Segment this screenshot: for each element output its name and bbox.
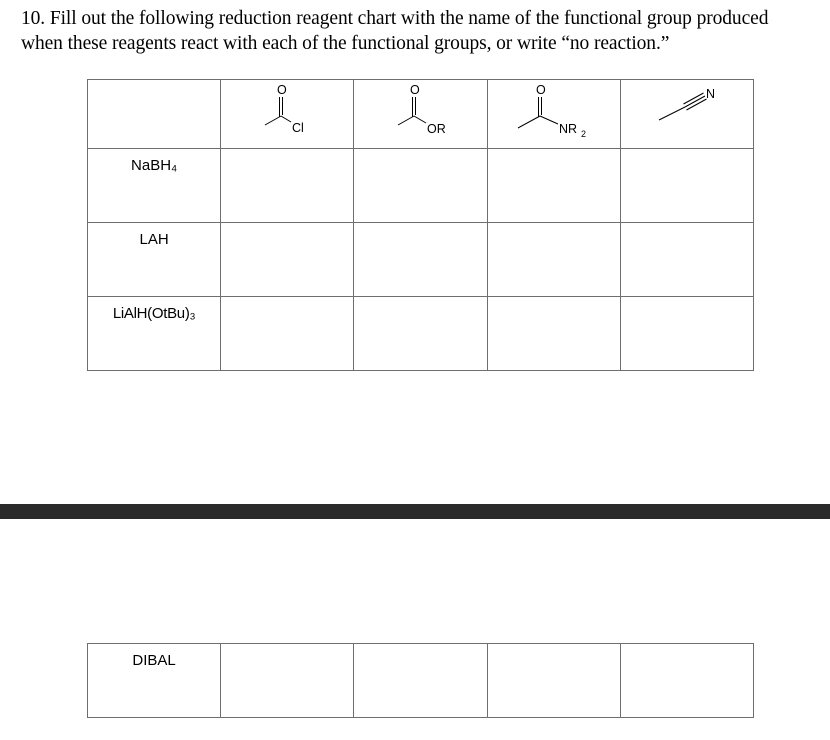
header-acid-chloride bbox=[221, 80, 354, 149]
reagent-cell bbox=[88, 297, 221, 371]
reagent-row-lialh-otbu3 bbox=[88, 297, 754, 371]
answer-cell-lialh-otbu3-nitrile[interactable] bbox=[620, 297, 753, 371]
reduction-chart-table bbox=[87, 79, 754, 371]
question-text bbox=[21, 6, 826, 56]
reagent-label-dibal: DIBAL bbox=[132, 652, 176, 669]
methyl-bond bbox=[398, 116, 414, 125]
reagent-row-lah bbox=[88, 223, 754, 297]
alkoxy-bond bbox=[414, 116, 426, 123]
answer-cell-lah-nitrile[interactable] bbox=[620, 223, 753, 297]
answer-cell-nabh4-acid-chloride[interactable] bbox=[221, 149, 354, 223]
answer-cell-lialh-otbu3-acid-chloride[interactable] bbox=[221, 297, 354, 371]
ester-substituent: OR bbox=[427, 122, 447, 136]
header-nitrile bbox=[620, 80, 753, 149]
reagent-cell bbox=[88, 149, 221, 223]
answer-cell-dibal-amide[interactable] bbox=[487, 644, 620, 718]
header-amide bbox=[487, 80, 620, 149]
acid-chloride-structure bbox=[221, 80, 354, 148]
answer-cell-lialh-otbu3-ester[interactable] bbox=[354, 297, 487, 371]
reagent-cell bbox=[88, 644, 221, 718]
reagent-row-dibal bbox=[88, 644, 754, 718]
reagent-row-nabh4 bbox=[88, 149, 754, 223]
acid-chloride-oxygen: O bbox=[277, 83, 287, 97]
answer-cell-dibal-nitrile[interactable] bbox=[620, 644, 753, 718]
answer-cell-nabh4-amide[interactable] bbox=[487, 149, 620, 223]
methyl-bond bbox=[518, 116, 540, 128]
answer-cell-lah-acid-chloride[interactable] bbox=[221, 223, 354, 297]
reagent-label-lialh-otbu3: LiAlH(OtBu)₃ bbox=[112, 305, 196, 322]
answer-cell-lah-amide[interactable] bbox=[487, 223, 620, 297]
amide-structure bbox=[488, 80, 621, 148]
header-row bbox=[88, 80, 754, 149]
reagent-cell bbox=[88, 223, 221, 297]
acid-chloride-substituent: Cl bbox=[292, 121, 304, 135]
chloride-bond bbox=[281, 116, 291, 122]
nitrile-nitrogen: N bbox=[705, 87, 715, 101]
answer-cell-nabh4-nitrile[interactable] bbox=[620, 149, 753, 223]
page-divider-bar bbox=[0, 504, 830, 519]
corner-cell bbox=[88, 80, 221, 149]
amide-substituent: NR bbox=[558, 122, 577, 136]
answer-cell-dibal-ester[interactable] bbox=[354, 644, 487, 718]
methyl-bond bbox=[265, 116, 281, 125]
question-line-2: when these reagents react with each of the functional groups, or write “no reaction.” bbox=[21, 33, 670, 54]
amide-oxygen: O bbox=[535, 83, 546, 97]
dibal-row-table bbox=[87, 643, 754, 718]
reagent-label-lah: LAH bbox=[139, 231, 169, 248]
answer-cell-nabh4-ester[interactable] bbox=[354, 149, 487, 223]
alkyl-bond bbox=[659, 107, 685, 120]
ester-structure bbox=[354, 80, 487, 148]
question-line-1: 10. Fill out the following reduction reagent chart with the name of the functional group produced bbox=[21, 8, 769, 29]
answer-cell-dibal-acid-chloride[interactable] bbox=[221, 644, 354, 718]
nitrile-structure bbox=[621, 80, 754, 148]
answer-cell-lialh-otbu3-amide[interactable] bbox=[487, 297, 620, 371]
ester-oxygen: O bbox=[410, 83, 421, 97]
amide-subscript: 2 bbox=[580, 129, 586, 139]
reagent-label-nabh4: NaBH₄ bbox=[131, 157, 178, 174]
answer-cell-lah-ester[interactable] bbox=[354, 223, 487, 297]
amino-bond bbox=[540, 116, 558, 124]
header-ester bbox=[354, 80, 487, 149]
